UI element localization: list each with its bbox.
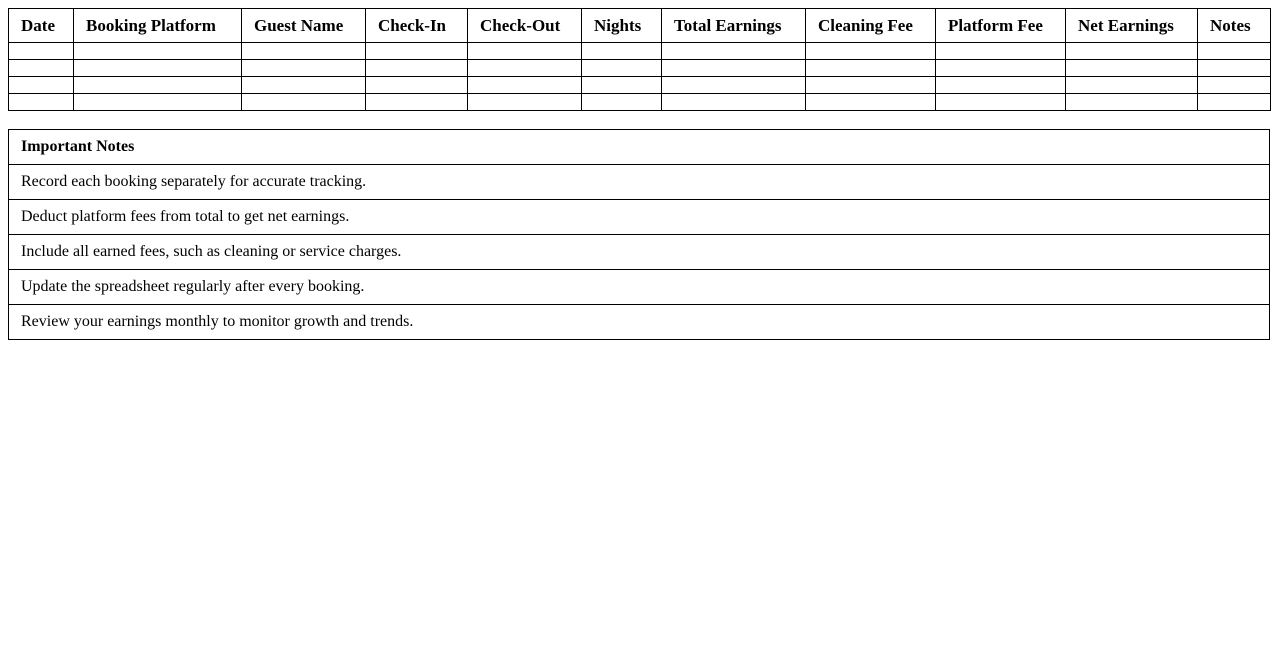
note-text: Deduct platform fees from total to get net earnings.: [9, 200, 1270, 235]
table-row: [9, 43, 1271, 60]
table-cell[interactable]: [468, 77, 582, 94]
table-cell[interactable]: [366, 60, 468, 77]
table-cell[interactable]: [1066, 77, 1198, 94]
table-cell[interactable]: [1198, 60, 1271, 77]
table-cell[interactable]: [74, 77, 242, 94]
note-row: [9, 165, 1270, 200]
table-cell[interactable]: [468, 60, 582, 77]
table-cell[interactable]: [806, 77, 936, 94]
note-text: Include all earned fees, such as cleaning or service charges.: [9, 235, 1270, 270]
table-cell[interactable]: [936, 94, 1066, 111]
table-row: [9, 94, 1271, 111]
table-cell[interactable]: [582, 43, 662, 60]
header-date: Date: [9, 9, 74, 43]
note-row: [9, 270, 1270, 305]
table-cell[interactable]: [806, 94, 936, 111]
table-cell[interactable]: [806, 43, 936, 60]
header-net-earnings: Net Earnings: [1066, 9, 1198, 43]
earnings-sheet: [8, 8, 1270, 340]
table-cell[interactable]: [366, 94, 468, 111]
table-cell[interactable]: [1198, 77, 1271, 94]
table-cell[interactable]: [242, 94, 366, 111]
table-cell[interactable]: [9, 43, 74, 60]
note-row: [9, 235, 1270, 270]
table-cell[interactable]: [662, 94, 806, 111]
table-cell[interactable]: [1066, 94, 1198, 111]
table-cell[interactable]: [9, 77, 74, 94]
table-cell[interactable]: [468, 94, 582, 111]
note-row: [9, 200, 1270, 235]
table-cell[interactable]: [9, 94, 74, 111]
header-check-in: Check-In: [366, 9, 468, 43]
header-notes: Notes: [1198, 9, 1271, 43]
header-check-out: Check-Out: [468, 9, 582, 43]
table-row: [9, 77, 1271, 94]
note-text: Record each booking separately for accurate tracking.: [9, 165, 1270, 200]
table-cell[interactable]: [662, 60, 806, 77]
table-cell[interactable]: [366, 77, 468, 94]
table-cell[interactable]: [936, 43, 1066, 60]
table-cell[interactable]: [1198, 43, 1271, 60]
important-notes-table: [8, 129, 1270, 340]
table-cell[interactable]: [582, 60, 662, 77]
header-platform-fee: Platform Fee: [936, 9, 1066, 43]
header-total-earnings: Total Earnings: [662, 9, 806, 43]
notes-heading: Important Notes: [9, 130, 1270, 165]
bookings-header-row: [9, 9, 1271, 43]
table-cell[interactable]: [242, 43, 366, 60]
table-cell[interactable]: [936, 77, 1066, 94]
table-cell[interactable]: [1198, 94, 1271, 111]
table-cell[interactable]: [468, 43, 582, 60]
table-cell[interactable]: [582, 94, 662, 111]
header-cleaning-fee: Cleaning Fee: [806, 9, 936, 43]
header-guest-name: Guest Name: [242, 9, 366, 43]
table-cell[interactable]: [806, 60, 936, 77]
table-cell[interactable]: [74, 43, 242, 60]
table-cell[interactable]: [662, 77, 806, 94]
table-cell[interactable]: [9, 60, 74, 77]
bookings-table: [8, 8, 1271, 111]
table-cell[interactable]: [1066, 60, 1198, 77]
table-cell[interactable]: [74, 94, 242, 111]
table-cell[interactable]: [242, 60, 366, 77]
table-row: [9, 60, 1271, 77]
header-booking-platform: Booking Platform: [74, 9, 242, 43]
notes-heading-row: [9, 130, 1270, 165]
table-cell[interactable]: [582, 77, 662, 94]
table-cell[interactable]: [366, 43, 468, 60]
note-text: Review your earnings monthly to monitor growth and trends.: [9, 305, 1270, 340]
table-cell[interactable]: [1066, 43, 1198, 60]
table-cell[interactable]: [936, 60, 1066, 77]
note-text: Update the spreadsheet regularly after every booking.: [9, 270, 1270, 305]
header-nights: Nights: [582, 9, 662, 43]
note-row: [9, 305, 1270, 340]
table-cell[interactable]: [74, 60, 242, 77]
table-cell[interactable]: [242, 77, 366, 94]
table-cell[interactable]: [662, 43, 806, 60]
